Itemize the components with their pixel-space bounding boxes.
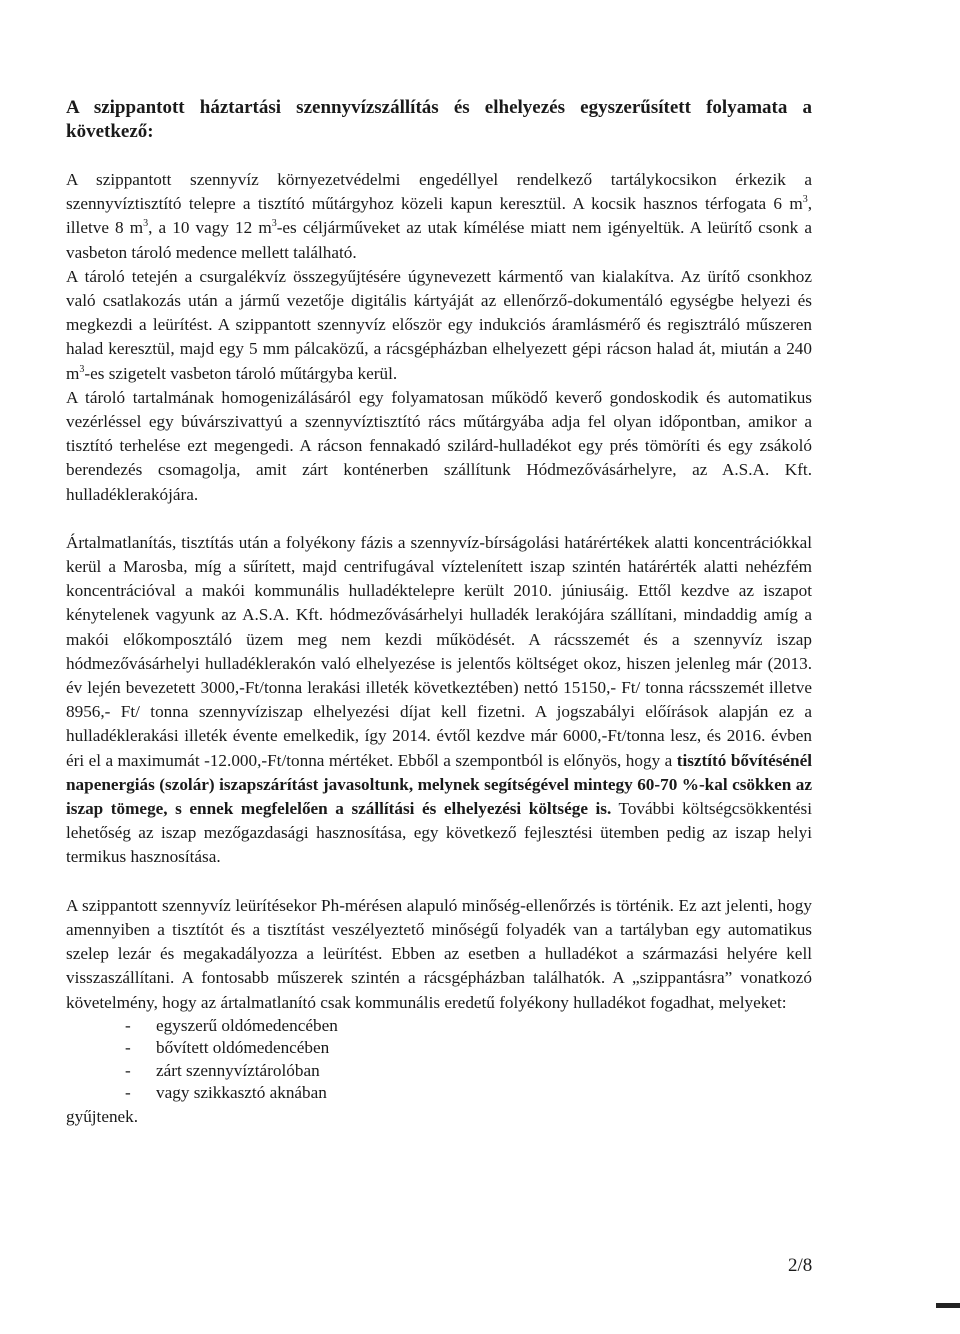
- list-dash: -: [125, 1060, 131, 1080]
- paragraph-5: A szippantott szennyvíz leürítésekor Ph-mérésen alapuló minőség-ellenőrzés is történik. Ez azt jelenti, hogy amennyiben a tisztítót és a tisztítást veszélyeztető minőségű folyadék van a tartályban egy automatikus szelep lezár és megakadályozza a leürítést. Ebben az esetben a hulladékot a származási helyére kell visszaszállítani. A fontosabb műszerek szintén a rácsgépházban találhatók. A „szippantásra” vonatkozó követelmény, hogy az ártalmatlanító csak kommunális eredetű folyékony hulladékot fogadhat, melyeket:: [66, 895, 812, 1012]
- list-dash: -: [125, 1015, 131, 1035]
- page-number: 2/8: [788, 1255, 813, 1276]
- list-item-text: bővített oldómedencében: [156, 1038, 330, 1058]
- paragraph-gap: [66, 507, 812, 531]
- list-item: [66, 1082, 812, 1105]
- list-dash: -: [125, 1083, 131, 1103]
- paragraph-3: A tároló tartalmának homogenizálásáról egy folyamatosan működő keverő gondoskodik és automatikus vezérléssel egy búvárszivattyú a szennyvíztisztító rács műtárgyába adja fel olyan időpontban, amikor a tisztító terhelése ezt megengedi. A rácson fennakadó szilárd-hulladékot egy prés tömöríti és egy zsákoló berendezés csomagolja, amit zárt konténerben szállítunk Hódmezővásárhelyre, az A.S.A. Kft. hulladéklerakójára.: [66, 387, 812, 504]
- paragraph-4: [66, 531, 812, 870]
- document-page: [66, 96, 812, 1129]
- paragraph-1-text-a: A szippantott szennyvíz környezetvédelmi engedéllyel rendelkező tartálykocsikon érkezik a szennyvíztisztító telepre a tisztító műtárgyhoz közeli kapun keresztül. A kocsik hasznos térfogata 6 m: [66, 170, 812, 214]
- list-item-text: vagy szikkasztó aknában: [156, 1083, 327, 1103]
- paragraph-4-bold-text: tisztító bővítésénél napenergiás (szolár) iszapszárítást javasoltunk, melynek segítségével mintegy 60-70 %-kal csökken az iszap tömege, s ennek megfelelően a szállítási és elhelyezési költsége is.: [66, 750, 812, 819]
- paragraph-1-text-d: -es céljárműveket az utak kímélése miatt nem igényeltük. A leürítő csonk a vasbeton tároló medence mellett található.: [66, 218, 812, 262]
- list-item-text: egyszerű oldómedencében: [156, 1015, 338, 1035]
- paragraph-2-text-b: -es szigetelt vasbeton tároló műtárgyba kerül.: [84, 363, 398, 383]
- paragraph-1-text-b: , illetve 8 m: [66, 194, 812, 238]
- list-item: [66, 1037, 812, 1060]
- paragraph-2-text-a: A tároló tetején a csurgalékvíz összegyűjtésére úgynevezett kármentő van kialakítva. Az ürítő csonkhoz való csatlakozás után a jármű vezetője digitális kártyáját az ellenőrző-dokumentáló egységbe helyezi és megkezdi a leürítést. A szippantott szennyvíz először egy indukciós áramlásmérő és regisztráló műszeren halad keresztül, majd egy 5 mm pálcaközű, a rácsgépházban elhelyezett gépi rácson halad át, miután a 240 m: [66, 266, 812, 383]
- paragraph-1-text-c: , a 10 vagy 12 m: [148, 218, 272, 238]
- paragraph-4-text-a: Ártalmatlanítás, tisztítás után a folyékony fázis a szennyvíz-bírságolási határértékek alatti koncentrációkkal kerül a Marosba, míg a sűrített, majd centrifugával víztelenített iszap szintén határérték alatti nehézfém koncentrációval a makói kommunális hulladéktelepre került 2010. júniusáig. Ettől kezdve az iszapot kénytelenek vagyunk az A.S.A. Kft. hódmezővásárhelyi hulladék lerakójára szállítani, mindaddig amíg a makói előkomposztáló üzem meg nem kezdi működését. A rácsszemét és a szennyvíz iszap hódmezővásárhelyi hulladéklerakón való elhelyezése is jelentős költséget okoz, hiszen jelenleg már (2013. év lején bevezetett 3000,-Ft/tonna lerakási illeték következtében) nettó 15150,- Ft/ tonna rácsszemét illetve 8956,- Ft/ tonna szennyvíziszap elhelyezési díjat kell fizetni. A jogszabályi előírások alapján ez a hulladéklerakási illeték évente emelkedik, így 2014. évtől kezdve már 6000,-Ft/tonna lesz, és 2016. évben éri el a maximumát -12.000,-Ft/tonna mértéket. Ebből a szempontból is előnyös, hogy a: [66, 532, 812, 770]
- superscript-3: 3: [802, 194, 808, 206]
- superscript-3: 3: [271, 218, 277, 230]
- list-dash: -: [125, 1038, 131, 1058]
- paragraph-4-text-c: További költségcsökkentési lehetőség az iszap mezőgazdasági hasznosítása, egy következő fejlesztési ütemben pedig az iszap helyi termikus hasznosítása.: [66, 799, 812, 867]
- storage-type-list: [66, 1015, 812, 1105]
- scan-edge-mark: [936, 1303, 960, 1308]
- superscript-3: 3: [79, 363, 85, 375]
- superscript-3: 3: [143, 218, 149, 230]
- closing-text: gyűjtenek.: [66, 1107, 139, 1127]
- list-item: [66, 1060, 812, 1083]
- paragraph-gap: [66, 870, 812, 894]
- paragraph-2: [66, 265, 812, 386]
- list-item-text: zárt szennyvíztárolóban: [156, 1060, 320, 1080]
- list-item: [66, 1015, 812, 1038]
- paragraph-1: [66, 168, 812, 265]
- section-heading: A szippantott háztartási szennyvízszállítás és elhelyezés egyszerűsített folyamata a következő:: [66, 97, 812, 142]
